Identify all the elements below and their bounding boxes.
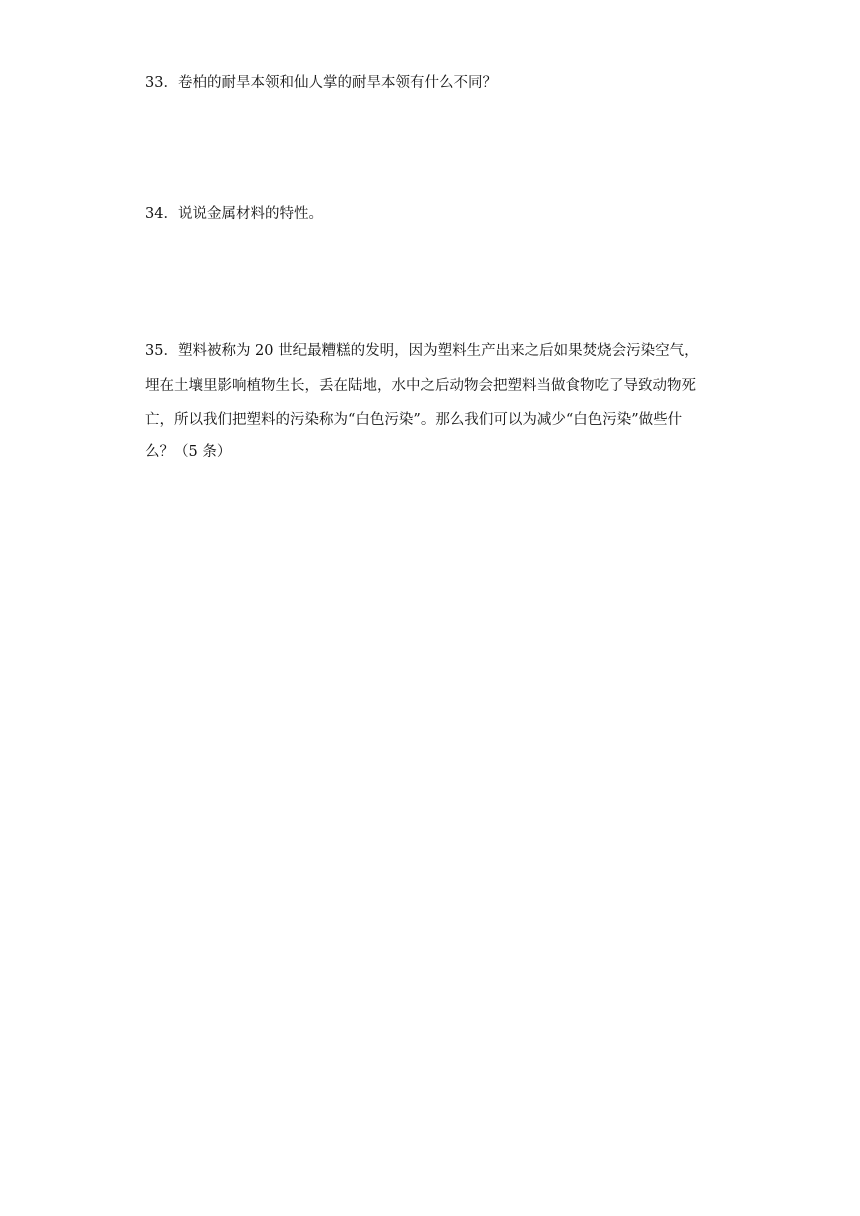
question-35-line-1: 35．塑料被称为 20 世纪最糟糕的发明，因为塑料生产出来之后如果焚烧会污染空气，	[145, 343, 699, 359]
question-34: 34．说说金属材料的特性。	[145, 206, 323, 222]
question-35-line-4: 么？（5 条）	[145, 444, 232, 460]
question-35-line-3: 亡，所以我们把塑料的污染称为“白色污染”。那么我们可以为减少“白色污染”做些什	[145, 412, 683, 428]
question-35-line-2: 埋在土壤里影响植物生长，丢在陆地，水中之后动物会把塑料当做食物吃了导致动物死	[145, 378, 696, 394]
question-33: 33．卷柏的耐旱本领和仙人掌的耐旱本领有什么不同？	[145, 75, 497, 91]
